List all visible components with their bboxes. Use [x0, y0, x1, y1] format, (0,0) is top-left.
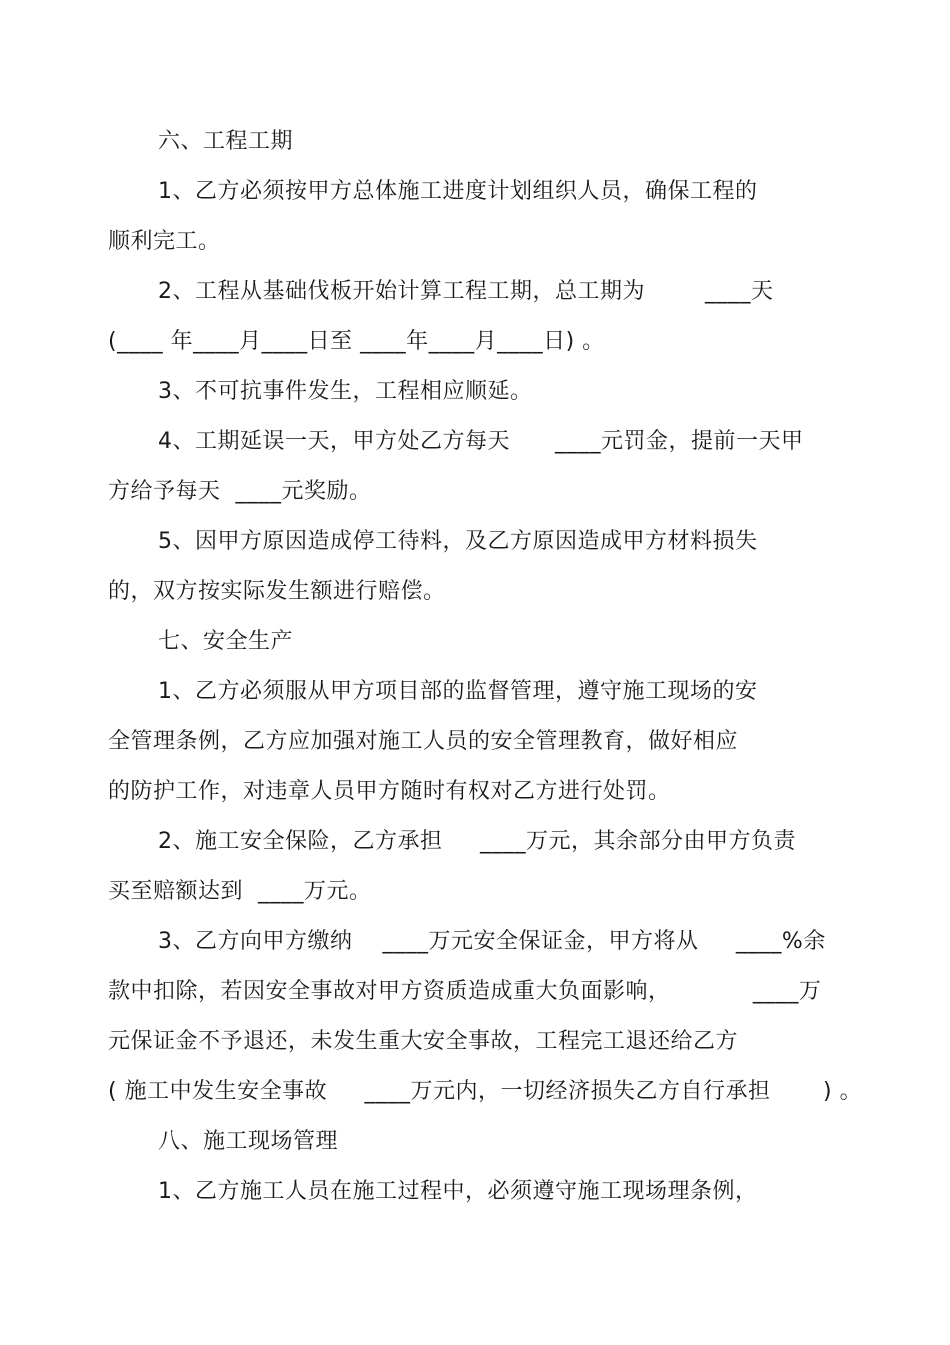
- paragraph-line: 1、乙方必须按甲方总体施工进度计划组织人员，确保工程的: [158, 179, 758, 204]
- paragraph-line: ( 施工中发生安全事故 ____万元内，一切经济损失乙方自行承担 ) 。: [108, 1079, 863, 1104]
- paragraph-line: 2、工程从基础伐板开始计算工程工期，总工期为 ____天: [158, 279, 774, 304]
- paragraph-line: 2、施工安全保险，乙方承担 ____万元，其余部分由甲方负责: [158, 829, 796, 854]
- paragraph-line: 元保证金不予退还，未发生重大安全事故，工程完工退还给乙方: [108, 1029, 739, 1054]
- paragraph-line: 方给予每天 ____元奖励。: [108, 479, 372, 504]
- paragraph-line: 的防护工作，对违章人员甲方随时有权对乙方进行处罚。: [108, 779, 671, 804]
- paragraph-line: 1、乙方施工人员在施工过程中，必须遵守施工现场理条例，: [158, 1179, 758, 1204]
- section-heading-safety: 七、安全生产: [158, 629, 294, 654]
- paragraph-line: 全管理条例，乙方应加强对施工人员的安全管理教育，做好相应: [108, 729, 739, 754]
- paragraph-line: 3、不可抗事件发生，工程相应顺延。: [158, 379, 533, 404]
- paragraph-line: 买至赔额达到 ____万元。: [108, 879, 372, 904]
- paragraph-line: (____ 年____月____日至 ____年____月____日) 。: [108, 329, 605, 354]
- paragraph-line: 顺利完工。: [108, 229, 221, 254]
- section-heading-schedule: 六、工程工期: [158, 129, 294, 154]
- paragraph-line: 款中扣除，若因安全事故对甲方资质造成重大负面影响， ____万: [108, 979, 822, 1004]
- paragraph-line: 的，双方按实际发生额进行赔偿。: [108, 579, 446, 604]
- paragraph-line: 1、乙方必须服从甲方项目部的监督管理，遵守施工现场的安: [158, 679, 758, 704]
- paragraph-line: 3、乙方向甲方缴纳 ____万元安全保证金，甲方将从 ____%余: [158, 929, 826, 954]
- paragraph-line: 4、工期延误一天，甲方处乙方每天 ____元罚金，提前一天甲: [158, 429, 804, 454]
- paragraph-line: 5、因甲方原因造成停工待料，及乙方原因造成甲方材料损失: [158, 529, 758, 554]
- section-heading-site-management: 八、施工现场管理: [158, 1129, 339, 1154]
